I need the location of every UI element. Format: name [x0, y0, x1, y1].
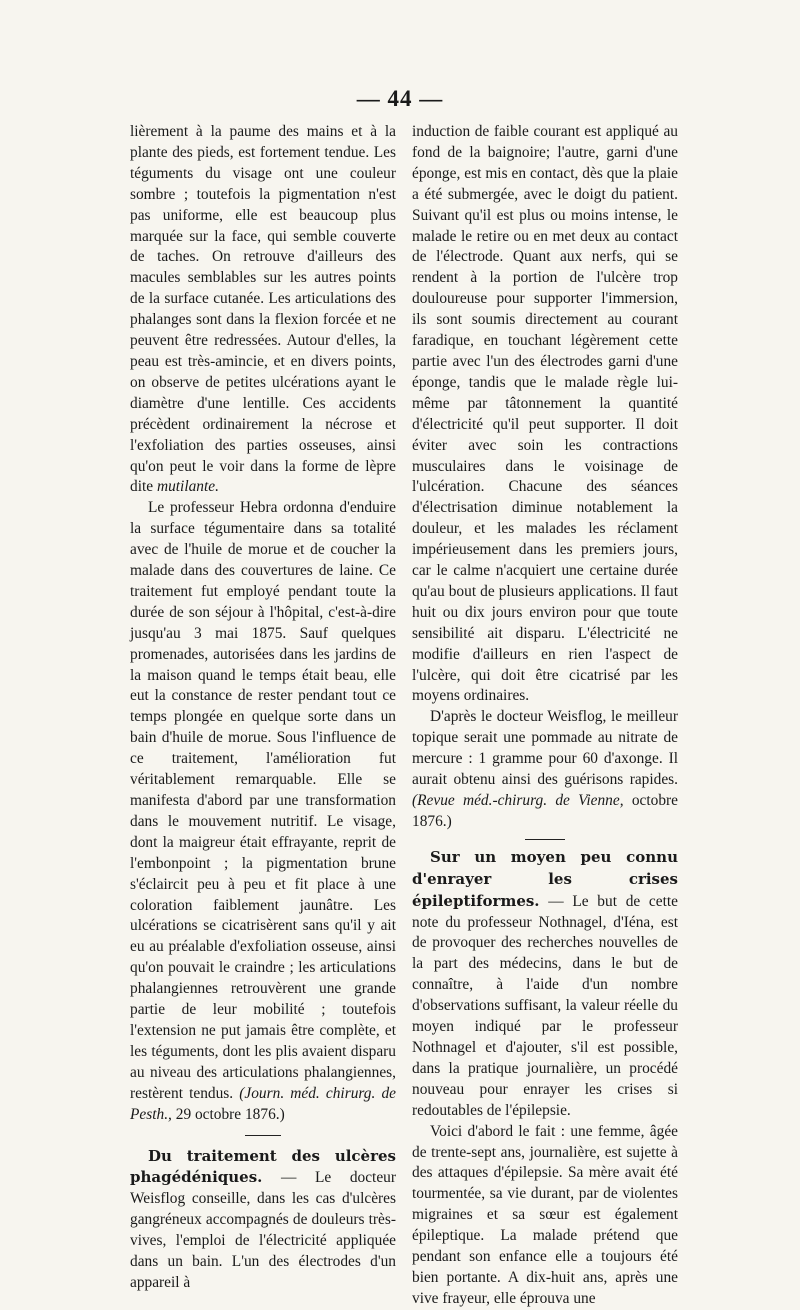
paragraph: Voici d'abord le fait : une femme, âgée de trente-sept ans, journalière, est sujette à des attaques d'épilepsie. Sa mère avait été tourmentée, sa vie durant, par de violentes migraines et sa sœur est également épileptique. La malade prétend que pendant son enfance elle a toujours été bien portante. A dix-huit ans, après une vive frayeur, elle éprouva une	[412, 1122, 678, 1307]
article-paragraph: Sur un moyen peu connu d'enrayer les crises épileptiformes. — Le but de cette note du professeur Nothnagel, d'Iéna, est de provoquer des recherches nouvelles de la part des médecins, dans le but de connaître, à l'aide d'un nombre d'observations suffisant, la valeur réelle du moyen indiqué par le professeur Nothnagel et d'ajouter, s'il est possible, dans la pratique journalière, un procédé nouveau pour enrayer les crises si redoutables de l'épilepsie.	[412, 847, 678, 1119]
paragraph: induction de faible courant est appliqué au fond de la baignoire; l'autre, garni d'une éponge, est mis en contact, dès que la plaie a été submergée, avec le doigt du patient. Suivant qu'il est plus ou moins intense, le malade le retire ou en met deux au contact de l'électrode. Quant aux nerfs, qui se rendent à la portion de l'ulcère trop douloureuse pour supporter l'immersion, ils sont soumis directement au courant faradique, en touchant légèrement cette partie avec l'un des électrodes garni d'une éponge, tandis que le malade règle lui-même par tâtonnement la quantité d'électricité qu'il peut supporter. Il doit éviter avec soin les contractions musculaires dans le voisinage de l'ulcération. Chacune des séances d'électrisation diminue notablement la douleur, et les malades les réclament impérieusement dans les premiers jours, car le calme n'acquiert une certaine durée qu'au bout de plusieurs applications. Il faut huit ou dix jours environ pour que toute sensibilité ait disparu. L'électricité ne modifie d'ailleurs en rien l'aspect de l'ulcère, qui doit être cicatrisé par les moyens ordinaires.	[412, 123, 678, 705]
section-divider	[245, 1135, 281, 1136]
right-column	[412, 122, 678, 1310]
section-divider	[525, 839, 565, 840]
page-number: — 44 —	[356, 86, 444, 111]
section-title: Sur un moyen peu connu d'enrayer les crises épileptiformes.	[412, 847, 678, 910]
section-title: Du traitement des ulcères phagédéniques.	[130, 1146, 396, 1187]
source-citation: (Journ. méd. chirurg. de Pesth.,	[130, 1084, 397, 1123]
left-column	[130, 122, 396, 1294]
source-citation: (Revue méd.-chirurg. de Vienne,	[412, 792, 624, 809]
paragraph: D'après le docteur Weisflog, le meilleur topique serait une pommade au nitrate de mercure : 1 gramme pour 60 d'axonge. Il aurait obtenu ainsi des guérisons rapides. (Revue méd.-chirurg. de Vienne, octobre 1876.)	[412, 708, 678, 830]
article-paragraph: Du traitement des ulcères phagédéniques. — Le docteur Weisflog conseille, dans les cas d'ulcères gangréneux accompagnés de douleurs très-vives, l'emploi de l'électricité appliquée dans un bain. L'un des électrodes d'un appareil à	[130, 1146, 396, 1291]
source-date: 29 octobre 1876.)	[175, 1105, 285, 1123]
italic-term: mutilante.	[156, 478, 219, 496]
source-date: octobre 1876.)	[412, 792, 678, 830]
paragraph: lièrement à la paume des mains et à la plante des pieds, est fortement tendue. Les téguments du visage ont une couleur sombre ; toutefois la pigmentation n'est pas uniforme, elle est beaucoup plus marquée sur la face, qui semble couverte de taches. On retrouve d'ailleurs des macules semblables sur les autres points de la surface cutanée. Les articulations des phalanges sont dans la flexion forcée et ne peuvent être redressées. Autour d'elles, la peau est très-amincie, et en divers points, on observe de petites ulcérations ayant le diamètre d'une lentille. Ces accidents précèdent ordinairement la nécrose et l'exfoliation des parties osseuses, ainsi qu'on peut le voir dans la forme de lèpre dite mutilante.	[130, 123, 396, 496]
paragraph: Le professeur Hebra ordonna d'enduire la surface tégumentaire dans sa totalité avec de l'huile de morue et de coucher la malade dans des couvertures de laine. Ce traitement fut employé pendant toute la durée de son séjour à l'hôpital, c'est-à-dire jusqu'au 3 mai 1875. Sauf quelques promenades, autorisées dans les jardins de la maison quand le temps était beau, elle eut la constance de rester pendant tout ce temps plongée en quelque sorte dans un bain d'huile de morue. Sous l'influence de ce traitement, l'amélioration fut véritablement remarquable. Elle se manifesta d'abord par une transformation dans le mouvement nutritif. Le visage, dont la maigreur était effrayante, reprit de l'embonpoint ; la pigmentation brune s'éclaircit peu à peu et fit place à une coloration faiblement jaunâtre. Les ulcérations se cicatrisèrent sans qu'il y ait eu au préalable d'exfoliation osseuse, ainsi qu'on pouvait le craindre ; les articulations phalangiennes retrouvèrent une grande partie de leur mobilité ; toutefois l'extension ne put jamais être complète, et les téguments, dont les plis avaient disparu au niveau des articulations phalangiennes, restèrent tendus. (Journ. méd. chirurg. de Pesth., 29 octobre 1876.)	[130, 499, 397, 1123]
